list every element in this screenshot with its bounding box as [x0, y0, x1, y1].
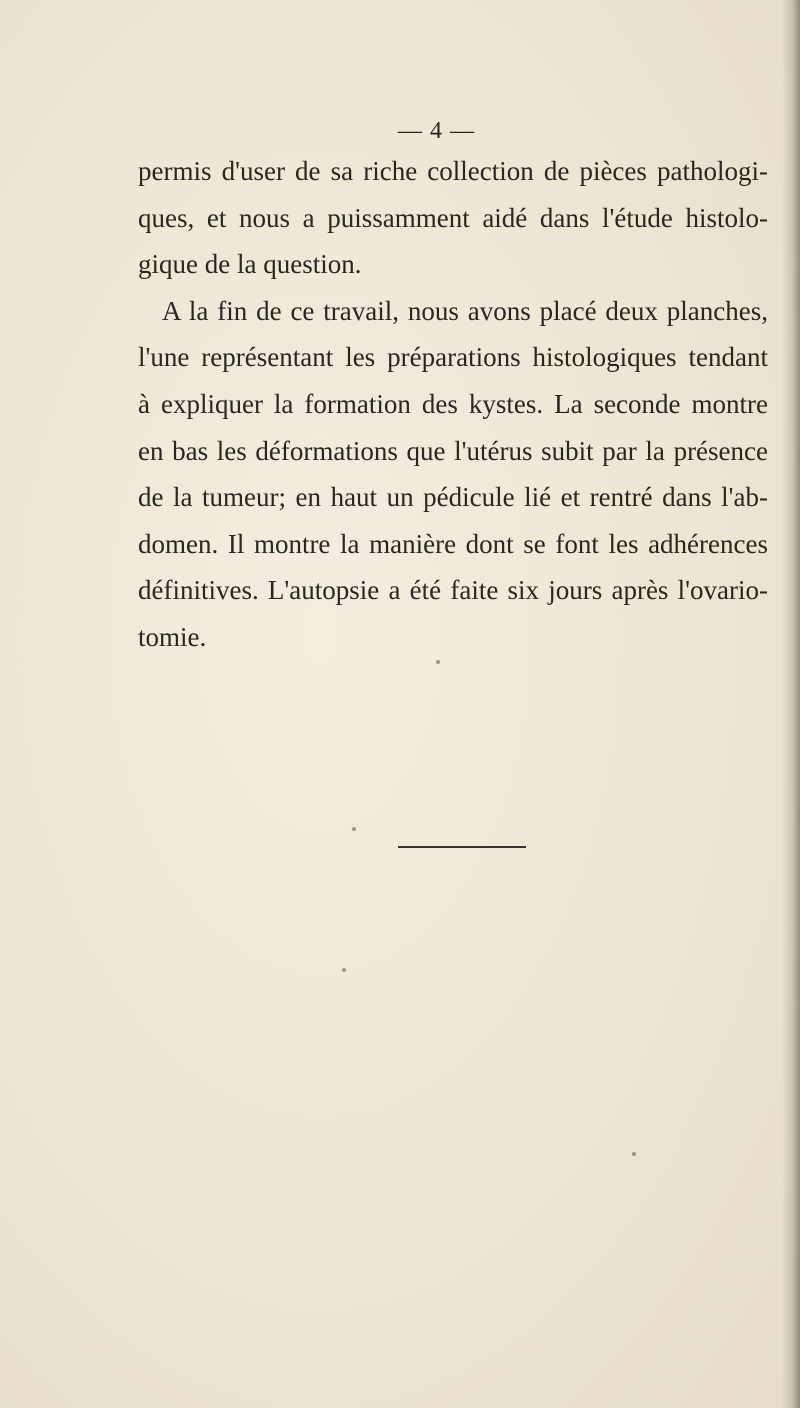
text-line: en bas les déformations que l'utérus subit par la présence: [138, 435, 768, 466]
text-line: ques, et nous a puissamment aidé dans l'étude histolo-: [138, 202, 768, 233]
text-line: l'une représentant les préparations histologiques tendant: [138, 342, 768, 373]
text-line: gique de la question.: [138, 249, 362, 280]
paper-speck: [342, 968, 346, 972]
text-line: permis d'user de sa riche collection de pièces pathologi-: [138, 156, 768, 186]
paper-speck: [436, 660, 440, 664]
paper-speck: [632, 1152, 636, 1156]
section-divider-rule: [398, 846, 526, 848]
text-line: domen. Il montre la manière dont se font les adhérences: [138, 528, 768, 559]
text-line: de la tumeur; en haut un pédicule lié et rentré dans l'ab-: [138, 482, 768, 513]
text-line: à expliquer la formation des kystes. La seconde montre: [138, 388, 768, 419]
paper-speck: [352, 827, 356, 831]
text-line: A la fin de ce travail, nous avons placé deux planches,: [162, 295, 768, 326]
page-edge-shadow: [782, 0, 800, 1408]
text-line: définitives. L'autopsie a été faite six jours après l'ovario-: [138, 575, 768, 606]
body-paragraphs: [138, 148, 768, 661]
text-line: tomie.: [138, 621, 207, 652]
page-number: — 4 —: [398, 118, 475, 144]
